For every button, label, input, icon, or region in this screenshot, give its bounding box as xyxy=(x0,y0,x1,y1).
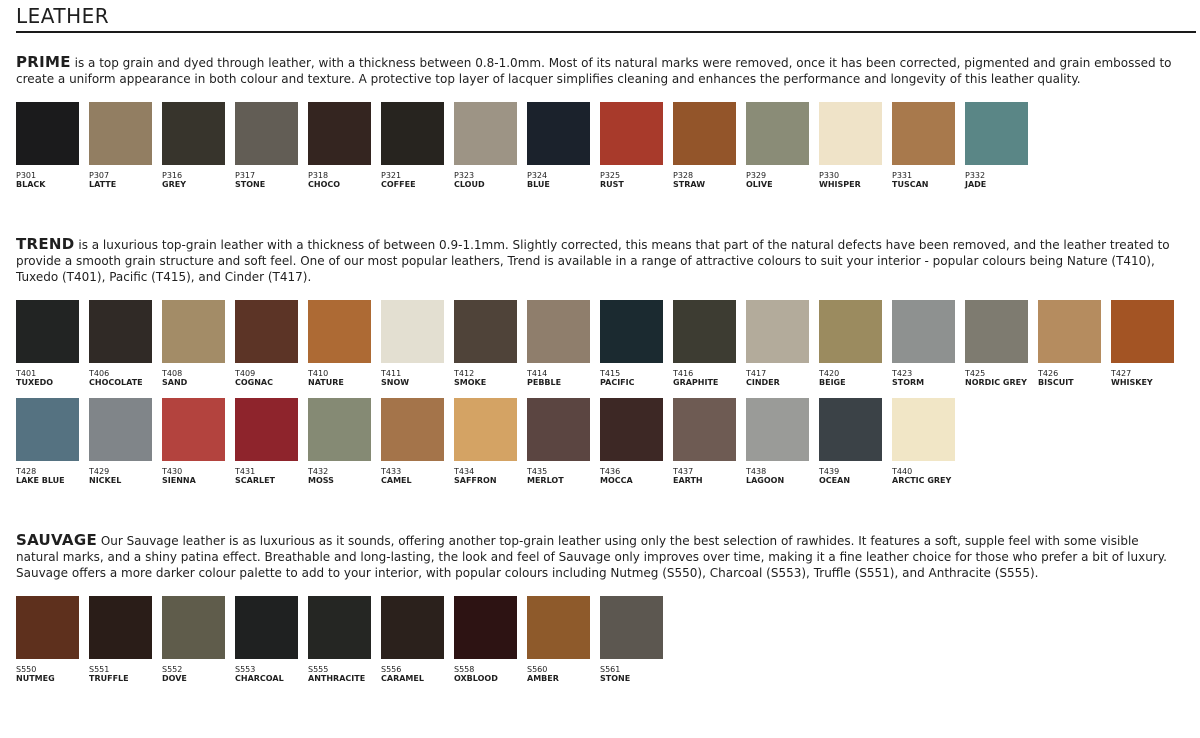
swatch-code: T416 xyxy=(673,369,694,378)
color-chip xyxy=(454,300,517,363)
swatch-name: EARTH xyxy=(673,476,703,485)
section-description xyxy=(16,532,1184,581)
swatch-p325 xyxy=(600,102,663,189)
swatch-t411 xyxy=(381,300,444,387)
swatch-p324 xyxy=(527,102,590,189)
swatch-code: T430 xyxy=(162,467,183,476)
swatch-t439 xyxy=(819,398,882,485)
swatch-code: P318 xyxy=(308,171,329,180)
color-chip xyxy=(235,300,298,363)
swatch-s551 xyxy=(89,596,152,683)
swatch-code: S551 xyxy=(89,665,110,674)
swatch-name: BLACK xyxy=(16,180,46,189)
swatch-name: AMBER xyxy=(527,674,559,683)
color-chip xyxy=(527,102,590,165)
color-chip xyxy=(1038,300,1101,363)
swatch-name: MOCCA xyxy=(600,476,633,485)
swatch-s555 xyxy=(308,596,371,683)
section-name: TREND xyxy=(16,235,75,253)
color-chip xyxy=(16,102,79,165)
color-chip xyxy=(162,300,225,363)
swatch-name: SAFFRON xyxy=(454,476,497,485)
swatch-name: COGNAC xyxy=(235,378,273,387)
swatch-name: DOVE xyxy=(162,674,187,683)
swatch-name: SIENNA xyxy=(162,476,196,485)
swatch-name: CHOCO xyxy=(308,180,341,189)
swatch-s558 xyxy=(454,596,517,683)
swatch-name: STONE xyxy=(235,180,266,189)
swatch-code: T406 xyxy=(89,369,110,378)
color-chip xyxy=(965,300,1028,363)
swatch-name: ARCTIC GREY xyxy=(892,476,952,485)
swatch-name: NICKEL xyxy=(89,476,122,485)
swatch-t427 xyxy=(1111,300,1174,387)
swatch-code: T435 xyxy=(527,467,548,476)
swatch-code: S550 xyxy=(16,665,37,674)
color-chip xyxy=(381,102,444,165)
section-description-text: is a luxurious top-grain leather with a thickness of between 0.9-1.1mm. Slightly corrected, this means that part of the natural defects have been removed, and the leather treated to provide a smooth grain structure and soft feel. One of our most popular leathers, Trend is available in a range of attractive colours to suit your interior - popular colours being Nature (T410), Tuxedo (T401), Pacific (T415), and Cinder (T417). xyxy=(16,238,1170,284)
swatch-t433 xyxy=(381,398,444,485)
swatch-name: WHISPER xyxy=(819,180,861,189)
swatch-code: T428 xyxy=(16,467,37,476)
swatch-code: P316 xyxy=(162,171,183,180)
swatch-row xyxy=(16,300,1174,387)
swatch-name: SCARLET xyxy=(235,476,276,485)
color-chip xyxy=(162,102,225,165)
swatch-row xyxy=(16,398,955,485)
swatch-code: T408 xyxy=(162,369,183,378)
swatch-t435 xyxy=(527,398,590,485)
swatch-t432 xyxy=(308,398,371,485)
swatch-row xyxy=(16,596,663,683)
swatch-code: P328 xyxy=(673,171,694,180)
swatch-t416 xyxy=(673,300,736,387)
swatch-name: MOSS xyxy=(308,476,334,485)
color-chip xyxy=(673,102,736,165)
swatch-code: P325 xyxy=(600,171,621,180)
swatch-code: T427 xyxy=(1111,369,1132,378)
color-chip xyxy=(454,102,517,165)
swatch-name: BEIGE xyxy=(819,378,846,387)
color-chip xyxy=(892,300,955,363)
swatch-t428 xyxy=(16,398,79,485)
color-chip xyxy=(819,398,882,461)
swatch-p317 xyxy=(235,102,298,189)
swatch-name: CLOUD xyxy=(454,180,485,189)
color-chip xyxy=(673,300,736,363)
swatch-code: T438 xyxy=(746,467,767,476)
swatch-s550 xyxy=(16,596,79,683)
swatch-name: SNOW xyxy=(381,378,410,387)
color-chip xyxy=(673,398,736,461)
color-chip xyxy=(16,596,79,659)
swatch-code: T426 xyxy=(1038,369,1059,378)
section-description-text: is a top grain and dyed through leather, with a thickness between 0.8-1.0mm. Most of its natural marks were removed, once it has been corrected, pigmented and grain embossed to create a uniform appearance in both colour and texture. A protective top layer of lacquer simplifies cleaning and enhances the performance and longevity of this leather quality. xyxy=(16,56,1172,86)
color-chip xyxy=(746,398,809,461)
color-chip xyxy=(746,102,809,165)
swatch-code: S561 xyxy=(600,665,621,674)
section-description xyxy=(16,54,1184,87)
swatch-p318 xyxy=(308,102,371,189)
color-chip xyxy=(819,102,882,165)
swatch-name: SAND xyxy=(162,378,188,387)
swatch-t412 xyxy=(454,300,517,387)
swatch-code: T414 xyxy=(527,369,548,378)
swatch-p316 xyxy=(162,102,225,189)
swatch-name: OLIVE xyxy=(746,180,773,189)
page-header xyxy=(16,4,1196,33)
swatch-name: NORDIC GREY xyxy=(965,378,1027,387)
swatch-name: NUTMEG xyxy=(16,674,55,683)
color-chip xyxy=(381,398,444,461)
swatch-name: SMOKE xyxy=(454,378,487,387)
color-chip xyxy=(89,102,152,165)
swatch-code: T401 xyxy=(16,369,37,378)
section-sauvage xyxy=(16,531,1184,683)
swatch-t417 xyxy=(746,300,809,387)
swatch-name: GREY xyxy=(162,180,186,189)
swatch-name: PACIFIC xyxy=(600,378,635,387)
section-trend xyxy=(16,235,1184,485)
swatch-name: OXBLOOD xyxy=(454,674,498,683)
swatch-p328 xyxy=(673,102,736,189)
swatch-name: BLUE xyxy=(527,180,550,189)
swatch-name: JADE xyxy=(965,180,987,189)
swatch-name: COFFEE xyxy=(381,180,416,189)
section-description xyxy=(16,236,1184,285)
swatch-t406 xyxy=(89,300,152,387)
swatch-t429 xyxy=(89,398,152,485)
swatch-p329 xyxy=(746,102,809,189)
color-chip xyxy=(162,398,225,461)
color-chip xyxy=(527,300,590,363)
swatch-name: NATURE xyxy=(308,378,344,387)
swatch-name: STONE xyxy=(600,674,631,683)
swatch-code: P307 xyxy=(89,171,110,180)
swatch-code: T409 xyxy=(235,369,256,378)
swatch-t431 xyxy=(235,398,298,485)
swatch-s560 xyxy=(527,596,590,683)
section-description-text: Our Sauvage leather is as luxurious as it sounds, offering another top-grain leather using only the best selection of rawhides. It features a soft, supple feel with some visible natural marks, and a shiny patina effect. Breathable and long-lasting, the look and feel of Sauvage only improves over time, making it a fine leather choice for those who prefer a bit of luxury. Sauvage offers a more darker colour palette to add to your interior, with popular colours including Nutmeg (S550), Charcoal (S553), Truffle (S551), and Anthracite (S555). xyxy=(16,534,1167,580)
color-chip xyxy=(16,398,79,461)
swatch-name: CINDER xyxy=(746,378,780,387)
swatch-code: P332 xyxy=(965,171,986,180)
swatch-t438 xyxy=(746,398,809,485)
swatch-s556 xyxy=(381,596,444,683)
swatch-code: S552 xyxy=(162,665,183,674)
swatch-s561 xyxy=(600,596,663,683)
color-chip xyxy=(235,102,298,165)
swatch-name: STRAW xyxy=(673,180,706,189)
swatch-code: T433 xyxy=(381,467,402,476)
color-chip xyxy=(527,596,590,659)
swatch-code: P321 xyxy=(381,171,402,180)
swatch-code: T423 xyxy=(892,369,913,378)
swatch-name: BISCUIT xyxy=(1038,378,1074,387)
swatch-name: LATTE xyxy=(89,180,117,189)
swatch-name: LAKE BLUE xyxy=(16,476,65,485)
color-chip xyxy=(454,596,517,659)
color-chip xyxy=(527,398,590,461)
swatch-code: T415 xyxy=(600,369,621,378)
section-prime xyxy=(16,53,1184,189)
color-chip xyxy=(162,596,225,659)
section-name: PRIME xyxy=(16,53,71,71)
swatch-t426 xyxy=(1038,300,1101,387)
swatch-name: RUST xyxy=(600,180,624,189)
swatch-s552 xyxy=(162,596,225,683)
color-chip xyxy=(235,596,298,659)
color-chip xyxy=(600,300,663,363)
color-chip xyxy=(892,102,955,165)
swatch-t436 xyxy=(600,398,663,485)
color-chip xyxy=(746,300,809,363)
swatch-p332 xyxy=(965,102,1028,189)
swatch-name: CARAMEL xyxy=(381,674,424,683)
color-chip xyxy=(308,596,371,659)
swatch-code: T420 xyxy=(819,369,840,378)
swatch-code: P331 xyxy=(892,171,913,180)
color-chip xyxy=(16,300,79,363)
swatch-code: P317 xyxy=(235,171,256,180)
swatch-p330 xyxy=(819,102,882,189)
swatch-name: TUXEDO xyxy=(16,378,54,387)
swatch-name: CAMEL xyxy=(381,476,412,485)
swatch-name: OCEAN xyxy=(819,476,851,485)
swatch-t440 xyxy=(892,398,955,485)
swatch-code: T425 xyxy=(965,369,986,378)
swatch-code: S558 xyxy=(454,665,475,674)
section-name: SAUVAGE xyxy=(16,531,97,549)
color-chip xyxy=(89,596,152,659)
swatch-t434 xyxy=(454,398,517,485)
swatch-t409 xyxy=(235,300,298,387)
swatch-name: CHOCOLATE xyxy=(89,378,143,387)
swatch-t415 xyxy=(600,300,663,387)
swatch-code: T429 xyxy=(89,467,110,476)
swatch-t408 xyxy=(162,300,225,387)
swatch-code: T439 xyxy=(819,467,840,476)
color-chip xyxy=(892,398,955,461)
swatch-code: S556 xyxy=(381,665,402,674)
color-chip xyxy=(1111,300,1174,363)
swatch-code: T410 xyxy=(308,369,329,378)
swatch-name: CHARCOAL xyxy=(235,674,284,683)
swatch-code: T436 xyxy=(600,467,621,476)
color-chip xyxy=(381,300,444,363)
swatch-code: P301 xyxy=(16,171,37,180)
swatch-code: S555 xyxy=(308,665,329,674)
swatch-code: T412 xyxy=(454,369,475,378)
swatch-t401 xyxy=(16,300,79,387)
color-chip xyxy=(308,398,371,461)
swatch-name: ANTHRACITE xyxy=(308,674,366,683)
swatch-p321 xyxy=(381,102,444,189)
color-chip xyxy=(600,398,663,461)
swatch-t410 xyxy=(308,300,371,387)
title-divider xyxy=(16,31,1196,33)
swatch-code: S553 xyxy=(235,665,256,674)
swatch-t425 xyxy=(965,300,1028,387)
swatch-code: T411 xyxy=(381,369,402,378)
swatch-t430 xyxy=(162,398,225,485)
color-chip xyxy=(819,300,882,363)
swatch-t437 xyxy=(673,398,736,485)
swatch-s553 xyxy=(235,596,298,683)
swatch-code: S560 xyxy=(527,665,548,674)
swatch-p331 xyxy=(892,102,955,189)
color-chip xyxy=(600,102,663,165)
swatch-name: LAGOON xyxy=(746,476,785,485)
swatch-code: P329 xyxy=(746,171,767,180)
color-chip xyxy=(308,102,371,165)
swatch-name: STORM xyxy=(892,378,925,387)
color-chip xyxy=(454,398,517,461)
swatch-t414 xyxy=(527,300,590,387)
color-chip xyxy=(308,300,371,363)
swatch-p307 xyxy=(89,102,152,189)
color-chip xyxy=(89,300,152,363)
swatch-name: PEBBLE xyxy=(527,378,562,387)
swatch-p323 xyxy=(454,102,517,189)
swatch-name: MERLOT xyxy=(527,476,564,485)
swatch-code: P324 xyxy=(527,171,548,180)
swatch-code: T434 xyxy=(454,467,475,476)
color-chip xyxy=(381,596,444,659)
swatch-code: P330 xyxy=(819,171,840,180)
swatch-code: T432 xyxy=(308,467,329,476)
swatch-row xyxy=(16,102,1028,189)
swatch-p301 xyxy=(16,102,79,189)
swatch-name: TUSCAN xyxy=(892,180,929,189)
swatch-code: T437 xyxy=(673,467,694,476)
color-chip xyxy=(965,102,1028,165)
swatch-t420 xyxy=(819,300,882,387)
swatch-code: T417 xyxy=(746,369,767,378)
color-chip xyxy=(235,398,298,461)
swatch-t423 xyxy=(892,300,955,387)
swatch-name: WHISKEY xyxy=(1111,378,1153,387)
swatch-code: T431 xyxy=(235,467,256,476)
color-chip xyxy=(89,398,152,461)
swatch-code: P323 xyxy=(454,171,475,180)
color-chip xyxy=(600,596,663,659)
swatch-name: TRUFFLE xyxy=(89,674,129,683)
swatch-name: GRAPHITE xyxy=(673,378,719,387)
page-title: LEATHER xyxy=(16,4,110,28)
swatch-code: T440 xyxy=(892,467,913,476)
